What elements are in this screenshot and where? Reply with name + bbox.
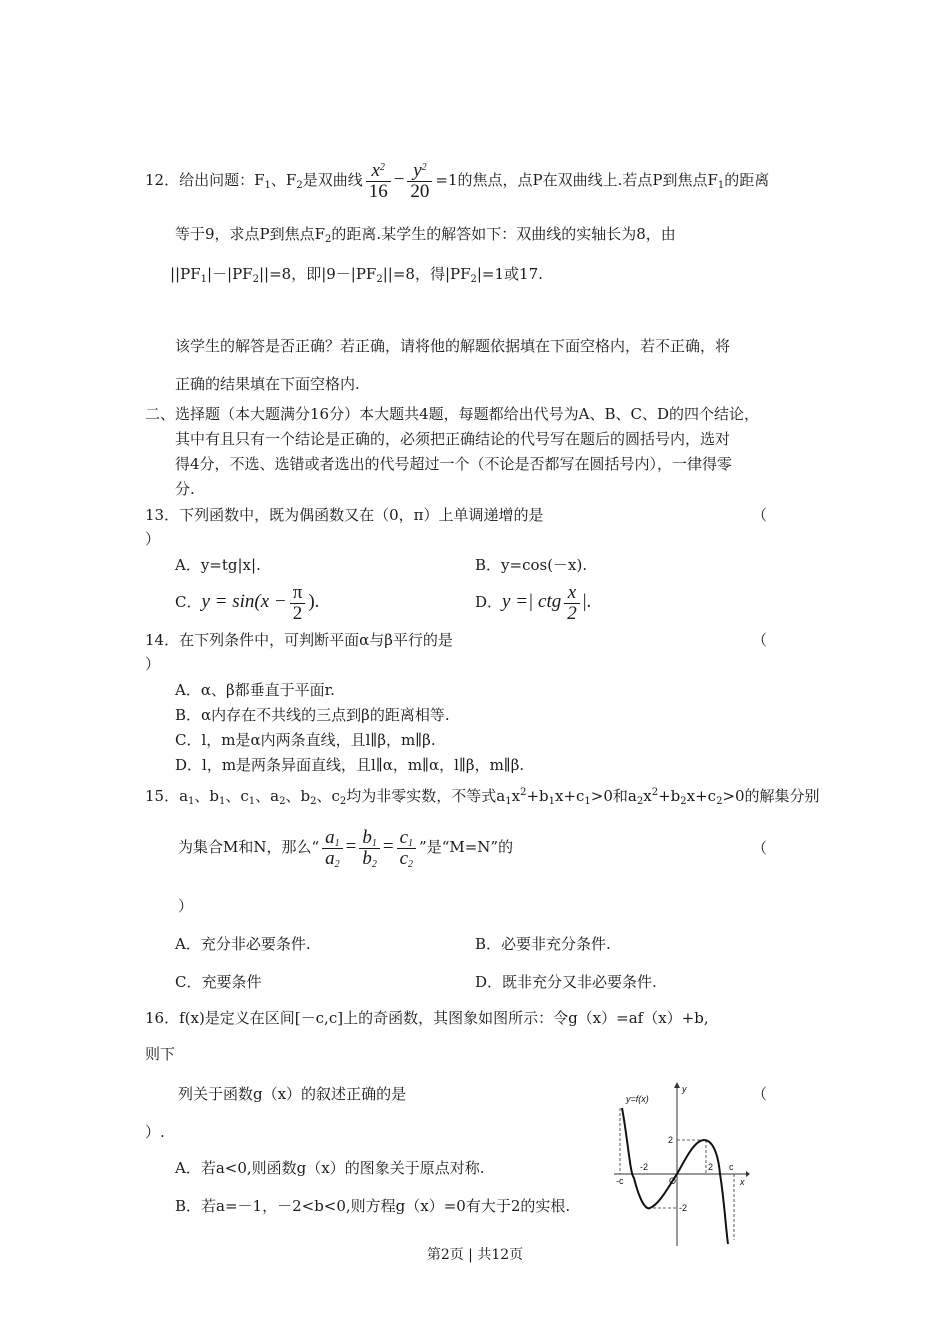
q14-option-d: D．l，m是两条异面直线，且l∥α，m∥α，l∥β，m∥β. [175, 756, 525, 774]
tick-label-c: c [729, 1162, 734, 1172]
tick-label-neg-c: -c [616, 1176, 624, 1186]
q16-line1: 16．f(x)是定义在区间[－c,c]上的奇函数，其图象如图所示：令g（x）=af（x）+b, [145, 1009, 709, 1027]
y-axis-arrow [674, 1082, 680, 1088]
q16-option-a: A．若a<0,则函数g（x）的图象关于原点对称. [175, 1159, 485, 1177]
tick-label-x2: 2 [708, 1162, 714, 1172]
q13-option-b: B．y=cos(－x). [475, 556, 588, 574]
hyperbola-fraction-y: $\frac{y^2}{20}$ [407, 161, 432, 202]
q15-option-b: B．必要非充分条件. [475, 935, 611, 953]
hyperbola-fraction-x: $\frac{x^2}{16}$ [366, 161, 391, 202]
q15-line1: 15．$a_1$、$b_1$、$c_1$、$a_2$、$b_2$、$c_2$均为非零实数，不等式$a_1x^2+b_1x+c_1>0$和$a_2x^2+b_2x+c_2>0$的解集分别 [145, 787, 820, 807]
q13-stem: 13．下列函数中，既为偶函数又在（0，π）上单调递增的是 [145, 506, 544, 524]
section2-line1: 二、选择题（本大题满分16分）本大题共4题，每题都给出代号为A、B、C、D的四个结论， [145, 405, 759, 423]
q12-line4: 该学生的解答是否正确？若正确，请将他的解题依据填在下面空格内，若不正确，将 [175, 337, 731, 355]
q14-option-c: C．l，m是α内两条直线，且l∥β，m∥β. [175, 731, 436, 749]
q14-paren-close: ） [145, 655, 161, 673]
q15-option-c: C．充要条件 [175, 973, 262, 991]
function-graph [612, 1080, 750, 1248]
q12-line3: $||PF_1|-|PF_2||=8$，即$|9-|PF_2||=8$，得$|PF_2|=1$或17. [170, 265, 543, 285]
origin-label: O [669, 1176, 677, 1186]
q14-stem: 14．在下列条件中，可判断平面α与β平行的是 [145, 631, 453, 649]
x-axis-arrow [746, 1171, 750, 1177]
page-footer: 第2页 | 共12页 [426, 1247, 524, 1263]
tick-label-y2: 2 [668, 1135, 674, 1145]
curve-label: y=f(x) [626, 1094, 649, 1104]
tick-label-xneg2: -2 [640, 1162, 649, 1172]
q13-option-c: C．y = sin(x − $\frac{\pi}{2}$ ). [175, 581, 320, 624]
q15-option-d: D．既非充分又非必要条件. [475, 973, 657, 991]
q14-paren-open: （ [752, 631, 768, 649]
section2-line4: 分. [175, 480, 195, 498]
q14-option-b: B．α内存在不共线的三点到β的距离相等. [175, 706, 450, 724]
q15-option-a: A．充分非必要条件. [175, 935, 311, 953]
q12-line5: 正确的结果填在下面空格内. [175, 375, 360, 393]
q16-line3: 列关于函数g（x）的叙述正确的是 [178, 1085, 407, 1103]
q13-paren-open: （ [752, 506, 768, 524]
q15-line2: 为集合M和N，那么“ $\frac{a_1}{a_2}$ = $\frac{b_1}{b_2}$ = $\frac{c_1}{c_2}$ ”是“M=N”的 [178, 826, 514, 870]
q16-paren-open: （ [752, 1085, 768, 1103]
q16-line2: 则下 [145, 1045, 176, 1063]
x-axis-label: x [740, 1177, 745, 1187]
section2-line3: 得4分，不选、选错或者选出的代号超过一个（不论是否都写在圆括号内），一律得零 [175, 455, 733, 473]
q12-line1: 12．给出问题：$F_1$、$F_2$是双曲线 $\frac{x^2}{16}$ − $\frac{y^2}{20}$ =1的焦点，点P在双曲线上.若点P到焦点$F_1$的距离 [145, 159, 770, 202]
q15-paren-close: ） [178, 897, 194, 915]
y-axis-label: y [682, 1084, 687, 1094]
q13-paren-close: ） [145, 530, 161, 548]
section2-line2: 其中有且只有一个结论是正确的，必须把正确结论的代号写在题后的圆括号内，选对 [175, 430, 731, 448]
q13-option-a: A．y=tg|x|. [175, 556, 261, 574]
q15-paren-open: （ [752, 839, 768, 857]
q16-paren-close: ）. [145, 1123, 165, 1141]
q14-option-a: A．α、β都垂直于平面r. [175, 681, 335, 699]
q16-option-b: B．若a=－1，－2<b<0,则方程g（x）=0有大于2的实根. [175, 1197, 571, 1215]
q13-option-d: D．y =| ctg $\frac{x}{2}$ |. [475, 581, 592, 624]
tick-label-yneg2: -2 [679, 1203, 688, 1213]
q12-line2: 等于9，求点P到焦点$F_2$的距离.某学生的解答如下：双曲线的实轴长为8，由 [175, 225, 676, 245]
